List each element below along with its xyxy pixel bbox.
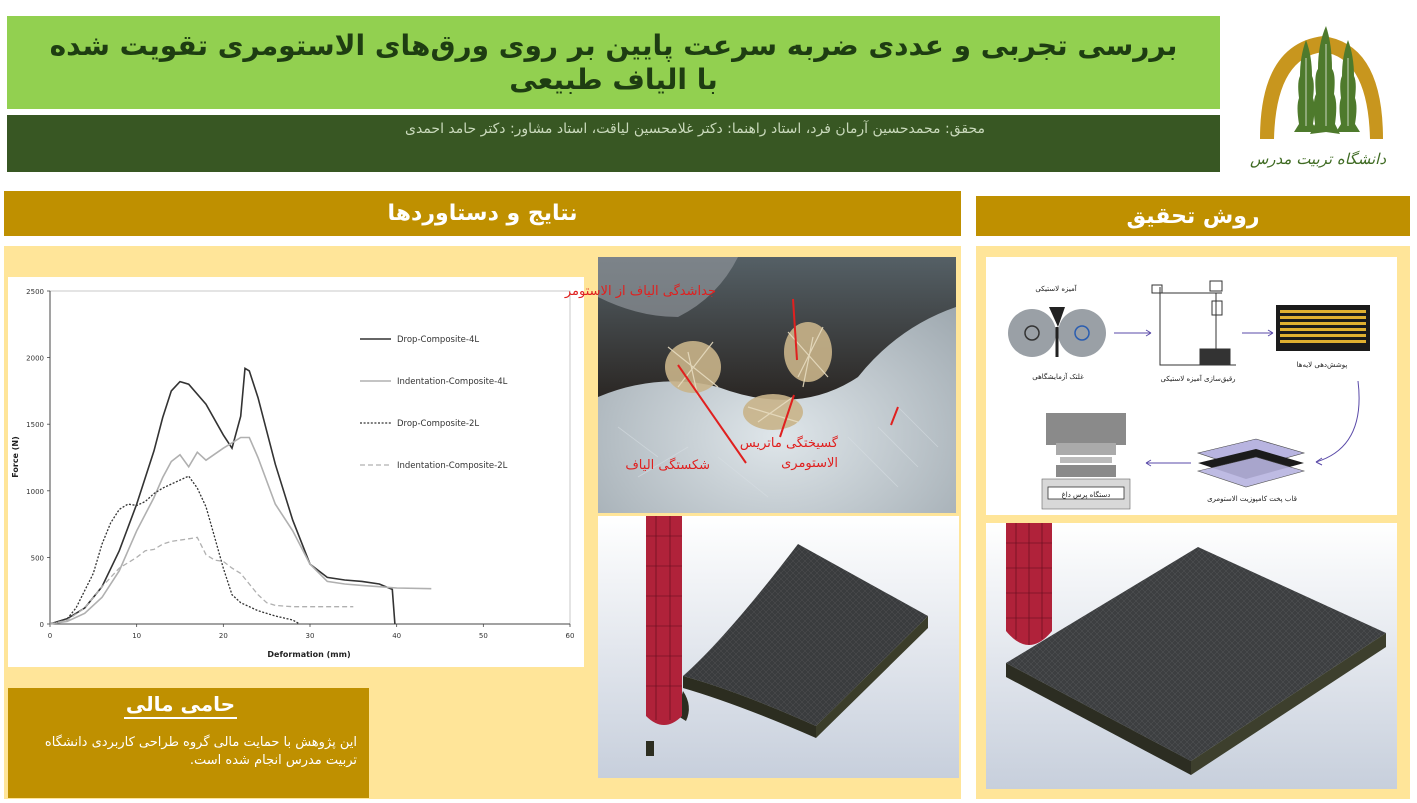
label-fiber-pullout: جداشدگی الیاف از الاستومر [564, 284, 716, 299]
authors-text: محقق: محمدحسین آرمان فرد، استاد راهنما: دکتر غلامحسین لیاقت، استاد مشاور: دکتر حامد احمدی [405, 121, 985, 137]
chart-y-label: Force (N) [11, 436, 20, 478]
label-mill: غلتک آزمایشگاهی [1032, 373, 1084, 381]
failure-micrograph [564, 257, 956, 513]
authors-bar [7, 115, 1220, 172]
chart-legend-label: Indentation-Composite-4L [397, 377, 508, 387]
label-matrix-break-1: گسیختگی ماتریس [739, 436, 838, 451]
logo-text: دانشگاه تربیت مدرس [1250, 150, 1386, 168]
chart-x-tick-label: 60 [565, 632, 575, 640]
label-curing: قاب پخت کامپوزیت الاستومری [1207, 495, 1297, 503]
curing-frame-icon [1198, 439, 1304, 487]
force-deformation-chart [8, 277, 584, 667]
chart-y-tick-label: 500 [30, 554, 44, 563]
sponsor-box [8, 688, 369, 798]
label-matrix-break-2: الاستومری [781, 456, 838, 471]
university-logo [1248, 14, 1388, 174]
chart-x-tick-label: 50 [478, 632, 488, 640]
label-fiber-break: شکستگی الیاف [625, 458, 710, 473]
results-section-header: نتایج و دستاوردها [4, 191, 961, 236]
chart-legend-label: Drop-Composite-4L [397, 335, 480, 345]
roller-mill-icon [1008, 307, 1106, 357]
sponsor-text: این پژوهش با حمایت مالی گروه طراحی کاربردی دانشگاه تربیت مدرس انجام شده است. [44, 735, 357, 768]
chart-y-tick-label: 2000 [26, 354, 44, 363]
poster-title: بررسی تجربی و عددی ضربه سرعت پایین بر روی ورق‌های الاستومری تقویت شده با الیاف طبیعی [7, 16, 1220, 109]
thinning-apparatus-icon [1152, 281, 1236, 365]
label-press: دستگاه پرس داغ [1061, 491, 1111, 499]
chart-x-tick-label: 0 [47, 632, 53, 640]
fabrication-process-diagram [986, 257, 1397, 515]
chart-y-tick-label: 0 [39, 621, 44, 629]
chart-x-tick-label: 30 [305, 632, 315, 640]
chart-x-tick-label: 20 [218, 632, 228, 640]
method-section-header: روش تحقیق [976, 196, 1410, 236]
chart-y-tick-label: 1500 [26, 421, 44, 430]
chart-x-tick-label: 40 [392, 632, 402, 640]
label-layering: پوشش‌دهی لایه‌ها [1296, 361, 1348, 369]
layering-icon [1276, 305, 1370, 351]
chart-x-tick-label: 10 [132, 632, 142, 640]
chart-legend-label: Drop-Composite-2L [397, 419, 480, 429]
chart-y-tick-label: 1000 [26, 487, 44, 496]
label-mixture: آمیزه لاستیکی [1035, 285, 1077, 293]
chart-legend-label: Indentation-Composite-2L [397, 461, 508, 471]
chart-x-label: Deformation (mm) [267, 650, 351, 659]
chart-y-tick-label: 2500 [26, 288, 44, 296]
fe-model-setup [986, 523, 1397, 789]
fe-impact-simulation [598, 516, 959, 778]
sponsor-title: حامی مالی [124, 692, 237, 719]
label-thinning: رقیق‌سازی آمیزه لاستیکی [1160, 375, 1236, 383]
